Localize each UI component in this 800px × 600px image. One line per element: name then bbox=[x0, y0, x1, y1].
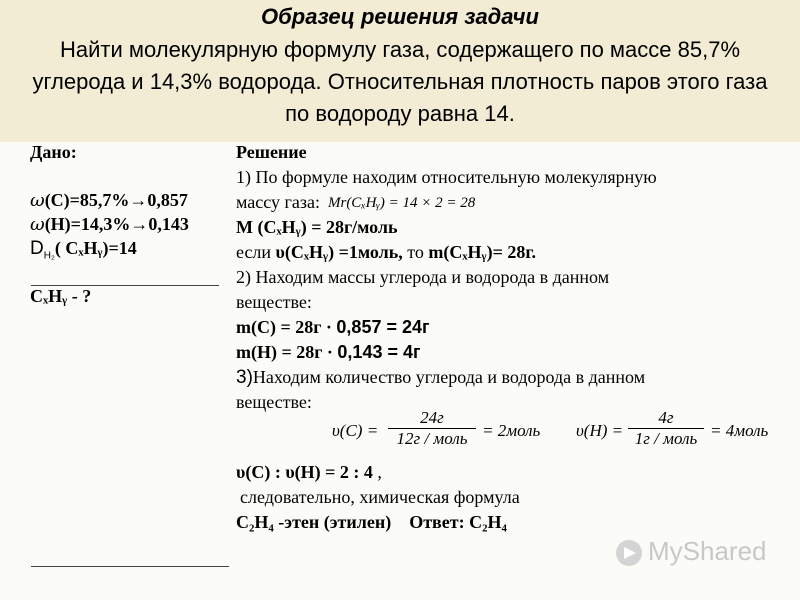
amount-line: если υ(CₓHᵧ) =1моль, то m(CₓHᵧ)= 28г. bbox=[236, 242, 537, 262]
slide-title: Образец решения задачи bbox=[261, 4, 539, 29]
mass-carbon: m(C) = 28г · 0,857 = 24г bbox=[236, 317, 430, 337]
problem-statement: Найти молекулярную формулу газа, содержащего по массе 85,7% углерода и 14,3% водорода. Относительная плотность паров этого газа по водороду равна 14. bbox=[32, 37, 768, 126]
spacer bbox=[30, 260, 230, 284]
solution-section bbox=[236, 140, 776, 415]
given-mass-fraction-hydrogen: ω(H)=14,3%→0,143 bbox=[30, 214, 189, 235]
step-3: 3)Находим количество углерода и водорода в данном bbox=[236, 367, 646, 388]
step-2: 2) Находим массы углерода и водорода в данном bbox=[236, 267, 610, 287]
mass-hydrogen: m(H) = 28г · 0,143 = 4г bbox=[236, 342, 421, 362]
mole-ratio: υ(C) : υ(H) = 2 : 4 , bbox=[236, 462, 382, 482]
solution-conclusion bbox=[236, 460, 776, 535]
given-density: $D_{H_2}$( CₓHᵧ)=14 bbox=[30, 238, 137, 262]
slide: Образец решения задачи Найти молекулярную формулу газа, содержащего по массе 85,7% углерода и 14,3% водорода. Относительная плотность паров этого газа по водороду равна 14. Дано: ω(C)=85,7%→0,857 ω(H)=14,3%→0,143 $D_{H_2}$( CₓHᵧ)=14 CₓHᵧ - ? Решение 1) По формуле находим относительную молекулярную массу газа: Mr(CₓHᵧ) = 14 × 2 = 28 M (CₓHᵧ) = 28г/моль если υ(CₓHᵧ) =1моль, то m(CₓHᵧ)= 28г. 2) Находим массы углерода и водорода в данном веществе: m(C) = 28г · 0,857 = 24г m(H) = 28г · 0,143 = 4г 3)Находим количество углерода и водорода в данном веществе: υ(C) = 24г 12г / моль = 2моль υ(H) = 4г 1г / моль = 4моль υ(C) : υ(H) = 2 : 4 , следовательно, химическая формула C₂H₄ -этен (этилен) Ответ: C₂H₄ MyShared bbox=[0, 0, 800, 600]
step-2-cont: веществе: bbox=[236, 292, 312, 312]
conclusion: следовательно, химическая формула bbox=[240, 487, 520, 507]
watermark: MyShared bbox=[616, 536, 767, 567]
step-3-cont: веществе: bbox=[236, 392, 312, 412]
step-1: 1) По формуле находим относительную молекулярную bbox=[236, 167, 657, 187]
divider bbox=[31, 566, 229, 567]
omega-symbol: ω bbox=[30, 190, 45, 211]
divider bbox=[31, 285, 219, 286]
given-unknown: CₓHᵧ - ? bbox=[30, 286, 92, 306]
molar-mass: M (CₓHᵧ) = 28г/моль bbox=[236, 217, 398, 237]
solution-heading: Решение bbox=[236, 142, 307, 162]
given-mass-fraction-carbon: ω(C)=85,7%→0,857 bbox=[30, 190, 188, 211]
mr-formula: Mr(CₓHᵧ) = 14 × 2 = 28 bbox=[327, 195, 476, 212]
spacer bbox=[30, 164, 230, 188]
play-logo-icon bbox=[616, 540, 642, 566]
given-section bbox=[30, 140, 230, 308]
nu-symbol: υ bbox=[275, 242, 285, 262]
answer-line: C₂H₄ -этен (этилен) Ответ: C₂H₄ bbox=[236, 512, 507, 532]
given-heading: Дано: bbox=[30, 142, 77, 162]
omega-symbol: ω bbox=[30, 214, 45, 235]
step-1-cont: массу газа: Mr(CₓHᵧ) = 14 × 2 = 28 bbox=[236, 190, 776, 215]
